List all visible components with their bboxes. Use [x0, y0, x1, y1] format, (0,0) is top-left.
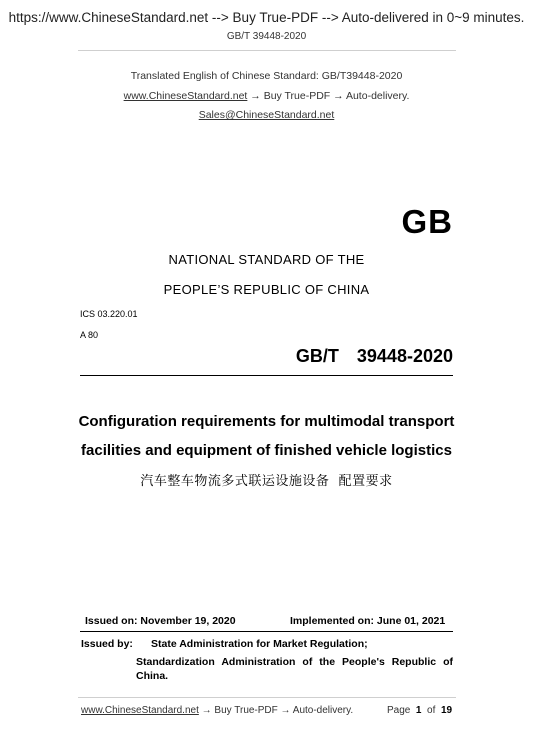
- site-link[interactable]: www.ChineseStandard.net: [123, 90, 248, 102]
- header-divider: [78, 50, 456, 51]
- issued-by-line3: China.: [136, 670, 169, 682]
- footer-divider: [78, 697, 456, 698]
- page-label: Page: [387, 705, 411, 716]
- issued-by-line2: Standardization Administration of the People's Republic of: [136, 656, 453, 668]
- implemented-on-date: Implemented on: June 01, 2021: [290, 615, 446, 627]
- site-link-line: [0, 90, 533, 102]
- sales-email-link[interactable]: Sales@ChineseStandard.net: [198, 109, 335, 121]
- title-line2: facilities and equipment of finished vehicle logistics: [81, 442, 452, 459]
- top-banner: https://www.ChineseStandard.net --> Buy True-PDF --> Auto-delivered in 0~9 minutes.: [8, 10, 525, 25]
- site-link-suffix: → Buy True-PDF → Auto-delivery.: [247, 90, 410, 102]
- ics-code: ICS 03.220.01: [80, 309, 138, 319]
- dates-divider: [80, 631, 453, 632]
- sales-email-line: [0, 109, 533, 121]
- issued-by-line1: State Administration for Market Regulation;: [151, 638, 368, 650]
- standard-number-divider: [80, 375, 453, 376]
- issued-by-label: Issued by:: [81, 638, 133, 650]
- national-standard-line1: NATIONAL STANDARD OF THE: [168, 252, 365, 267]
- page-total: 19: [440, 705, 453, 716]
- gb-logo: GB: [401, 203, 453, 240]
- title-chinese: 汽车整车物流多式联运设施设备 配置要求: [140, 474, 393, 489]
- translation-note: Translated English of Chinese Standard: GB/T39448-2020: [130, 70, 403, 82]
- footer-link-suffix: → Buy True-PDF → Auto-delivery.: [198, 705, 354, 716]
- issued-on-date: Issued on: November 19, 2020: [85, 615, 236, 627]
- footer-site-link[interactable]: www.ChineseStandard.net: [81, 705, 199, 716]
- header-standard-code: GB/T 39448-2020: [226, 31, 307, 42]
- title-line1: Configuration requirements for multimodal transport: [78, 413, 455, 430]
- standard-number: GB/T 39448-2020: [295, 346, 453, 366]
- page-of-label: of: [427, 705, 436, 716]
- national-standard-line2: PEOPLE’S REPUBLIC OF CHINA: [163, 282, 370, 297]
- page-number: 1: [415, 705, 422, 716]
- page-indicator: [387, 705, 452, 716]
- footer-link-line: [81, 705, 353, 716]
- classification-code: A 80: [80, 330, 99, 340]
